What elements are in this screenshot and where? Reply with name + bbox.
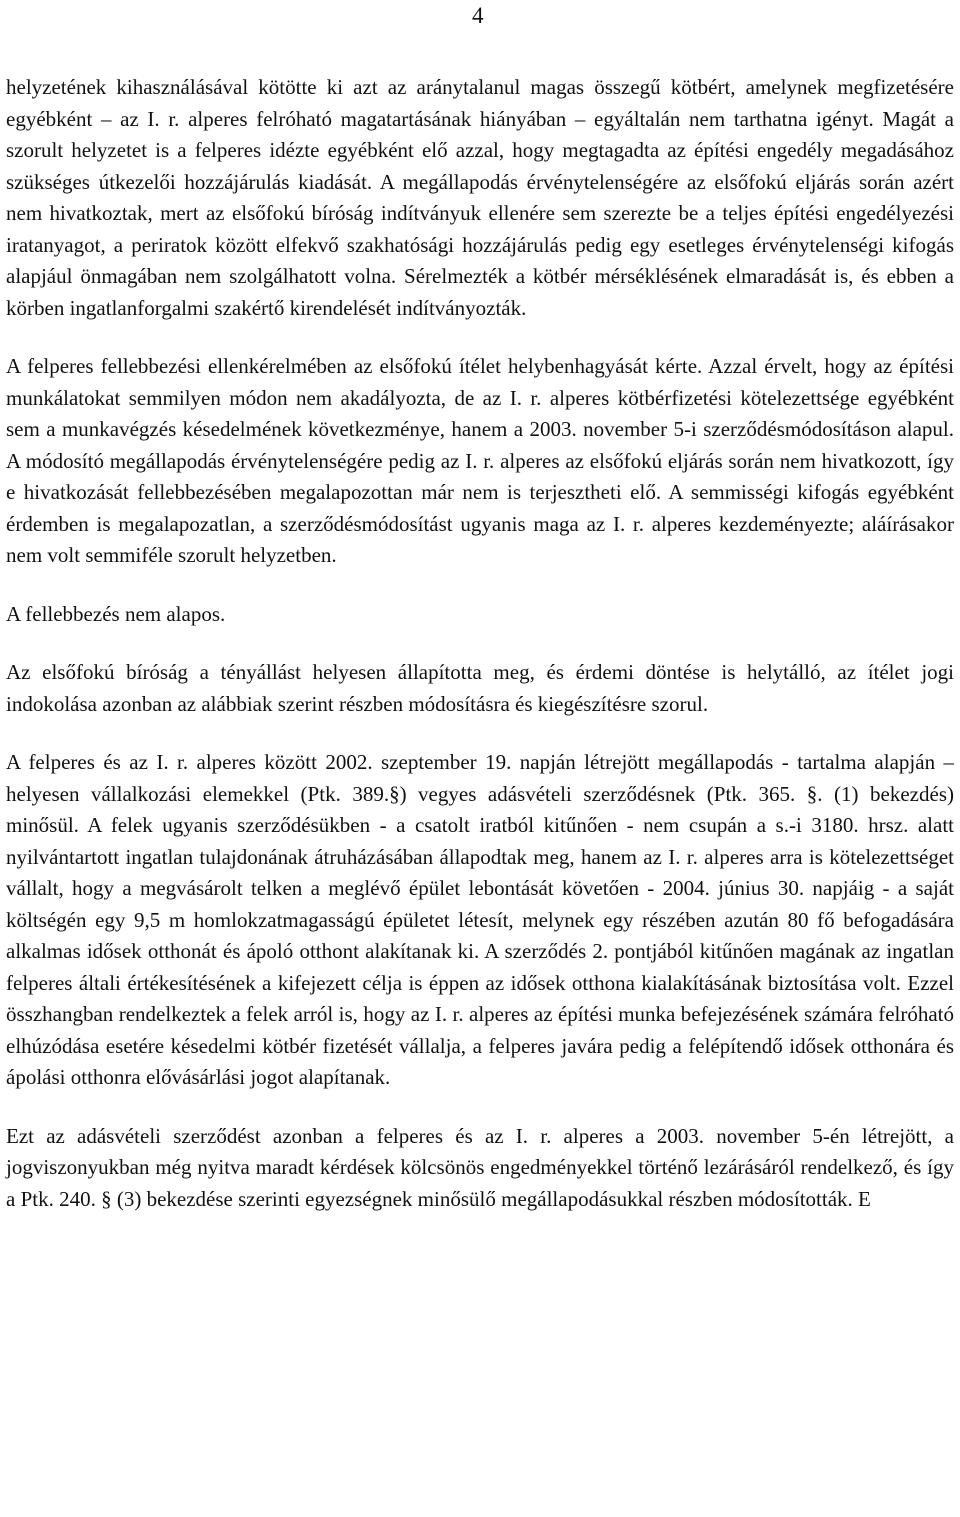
paragraph-1: helyzetének kihasználásával kötötte ki azt az aránytalanul magas összegű kötbért, amelynek megfizetésére egyébként – az I. r. alperes felróható magatartásának hiányában – egyáltalán nem tarthatna igényt. Magát a szorult helyzetet is a felperes idézte egyébként elő azzal, hogy megtagadta az építési engedély megadásához szükséges útkezelői hozzájárulás kiadását. A megállapodás érvénytelenségére az elsőfokú eljárás során azért nem hivatkoztak, mert az elsőfokú bíróság indítványuk ellenére sem szerezte be a teljes építési engedélyezési iratanyagot, a periratok között elfekvő szakhatósági hozzájárulás pedig egy esetleges érvénytelenségi kifogás alapjául önmagában nem szolgálhatott volna. Sérelmezték a kötbér mérséklésének elmaradását is, és ebben a körben ingatlanforgalmi szakértő kirendelését indítványozták. [6,75,954,320]
paragraph-2: A felperes fellebbezési ellenkérelmében az elsőfokú ítélet helybenhagyását kérte. Azzal érvelt, hogy az építési munkálatokat semmilyen módon nem akadályozta, de az I. r. alperes kötbérfizetési kötelezettsége egyébként sem a munkavégzés késedelmének következménye, hanem a 2003. november 5-i szerződésmódosításon alapul. A módosító megállapodás érvénytelenségére pedig az I. r. alperes az elsőfokú eljárás során nem hivatkozott, így e hivatkozását fellebbezésében megalapozottan már nem is terjesztheti elő. A semmisségi kifogás egyébként érdemben is megalapozatlan, a szerződésmódosítást ugyanis maga az I. r. alperes kezdeményezte; aláírásakor nem volt semmiféle szorult helyzetben. [6,354,954,567]
paragraph-4: Az elsőfokú bíróság a tényállást helyesen állapította meg, és érdemi döntése is helytálló, az ítélet jogi indokolása azonban az alábbiak szerint részben módosításra és kiegészítésre szorul. [6,660,954,716]
paragraph-6: Ezt az adásvételi szerződést azonban a felperes és az I. r. alperes a 2003. november 5-én létrejött, a jogviszonyukban még nyitva maradt kérdések kölcsönös engedményekkel történő lezárásáról rendelkező, és így a Ptk. 240. § (3) bekezdése szerinti egyezségnek minősülő megállapodásukkal részben módosították. E [6,1123,954,1211]
paragraph-5: A felperes és az I. r. alperes között 2002. szeptember 19. napján létrejött megállapodás - tartalma alapján – helyesen vállalkozási elemekkel (Ptk. 389.§) vegyes adásvételi szerződésnek (Ptk. 365. §. (1) bekezdés) minősül. A felek ugyanis szerződésükben - a csatolt iratból kitűnően - nem csupán a s.-i 3180. hrsz. alatt nyilvántartott ingatlan tulajdonának átruházásában állapodtak meg, hanem az I. r. alperes arra is kötelezettséget vállalt, hogy a megvásárolt telken a meglévő épület lebontását követően - 2004. június 30. napjáig - a saját költségén egy 9,5 m homlokzatmagasságú épületet létesít, melynek egy részében azután 80 fő befogadására alkalmas idősek otthonát és ápoló otthont alakítanak ki. A szerződés 2. pontjából kitűnően magának az ingatlan felperes általi értékesítésének a kifejezett célja is éppen az idősek otthona kialakításának biztosítása volt. Ezzel összhangban rendelkeztek a felek arról is, hogy az I. r. alperes az építési munka befejezésének számára felróható elhúzódása esetére késedelmi kötbér fizetését vállalja, a felperes javára pedig a felépítendő idősek otthonára és ápolási otthonra elővásárlási jogot alapítanak. [6,750,954,1089]
document-body [6,72,954,1215]
paragraph-3: A fellebbezés nem alapos. [6,601,226,626]
page-number: 4 [472,3,484,28]
